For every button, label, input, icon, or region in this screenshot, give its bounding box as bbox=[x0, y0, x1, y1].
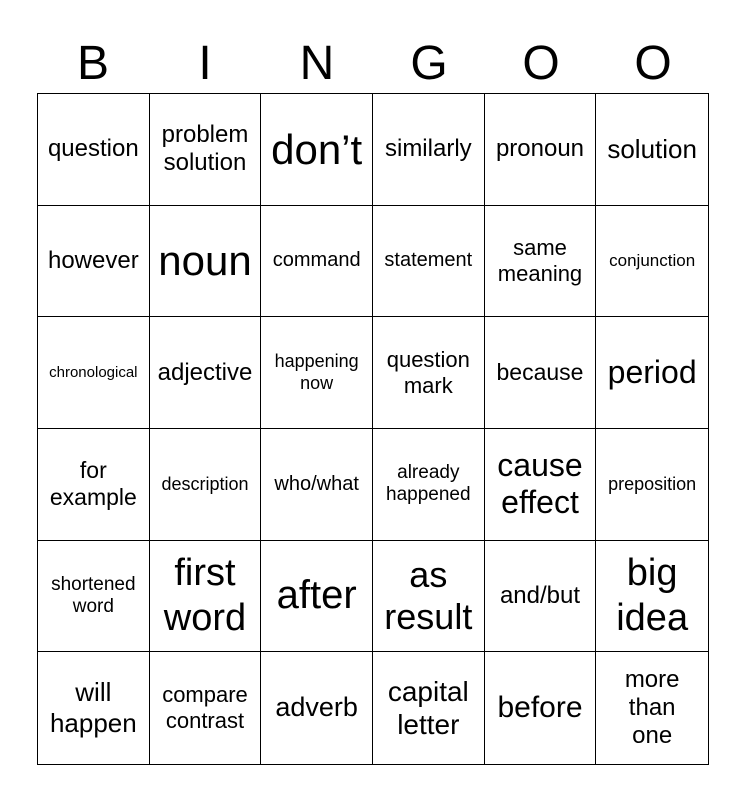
header-letter: O bbox=[522, 37, 560, 90]
bingo-cell[interactable]: for example bbox=[38, 429, 150, 541]
bingo-cell[interactable]: question mark bbox=[373, 317, 485, 429]
header-letter: I bbox=[198, 37, 212, 90]
bingo-cell[interactable]: already happened bbox=[373, 429, 485, 541]
bingo-cell[interactable]: preposition bbox=[596, 429, 708, 541]
bingo-cell[interactable]: more than one bbox=[624, 665, 680, 750]
bingo-header bbox=[37, 34, 709, 94]
bingo-cell[interactable]: adverb bbox=[261, 652, 373, 764]
header-letter: N bbox=[299, 37, 335, 90]
bingo-cell[interactable]: shortened word bbox=[38, 541, 150, 653]
bingo-cell[interactable]: adjective bbox=[150, 317, 262, 429]
bingo-cell[interactable]: will happen bbox=[38, 652, 150, 764]
bingo-cell[interactable]: don’t bbox=[261, 94, 373, 206]
bingo-cell[interactable]: same meaning bbox=[485, 206, 597, 318]
bingo-cell[interactable]: who/what bbox=[261, 429, 373, 541]
bingo-cell[interactable]: conjunction bbox=[596, 206, 708, 318]
bingo-cell[interactable]: after bbox=[261, 541, 373, 653]
bingo-cell[interactable]: and/but bbox=[485, 541, 597, 653]
bingo-cell[interactable]: because bbox=[485, 317, 597, 429]
bingo-cell[interactable]: description bbox=[150, 429, 262, 541]
bingo-cell[interactable]: question bbox=[38, 94, 150, 206]
bingo-cell[interactable]: chronological bbox=[38, 317, 150, 429]
bingo-cell[interactable]: capital letter bbox=[373, 652, 485, 764]
header-letter: O bbox=[634, 37, 672, 90]
bingo-cell[interactable]: command bbox=[261, 206, 373, 318]
bingo-cell[interactable]: first word bbox=[150, 541, 262, 653]
bingo-cell[interactable]: similarly bbox=[373, 94, 485, 206]
bingo-cell[interactable]: noun bbox=[150, 206, 262, 318]
bingo-cell[interactable]: period bbox=[596, 317, 708, 429]
bingo-cell[interactable]: big idea bbox=[596, 541, 708, 653]
bingo-cell[interactable]: happening now bbox=[261, 317, 373, 429]
bingo-cell[interactable]: cause effect bbox=[485, 429, 597, 541]
header-letter: G bbox=[410, 37, 448, 90]
header-letter: B bbox=[76, 37, 109, 90]
bingo-cell[interactable]: as result bbox=[373, 541, 485, 653]
bingo-cell[interactable]: statement bbox=[373, 206, 485, 318]
bingo-cell[interactable]: pronoun bbox=[485, 94, 597, 206]
bingo-cell[interactable]: however bbox=[38, 206, 150, 318]
bingo-board bbox=[37, 93, 709, 765]
bingo-cell[interactable]: before bbox=[485, 652, 597, 764]
bingo-cell[interactable]: solution bbox=[596, 94, 708, 206]
bingo-cell[interactable]: problem solution bbox=[150, 94, 262, 206]
bingo-cell[interactable]: compare contrast bbox=[150, 652, 262, 764]
